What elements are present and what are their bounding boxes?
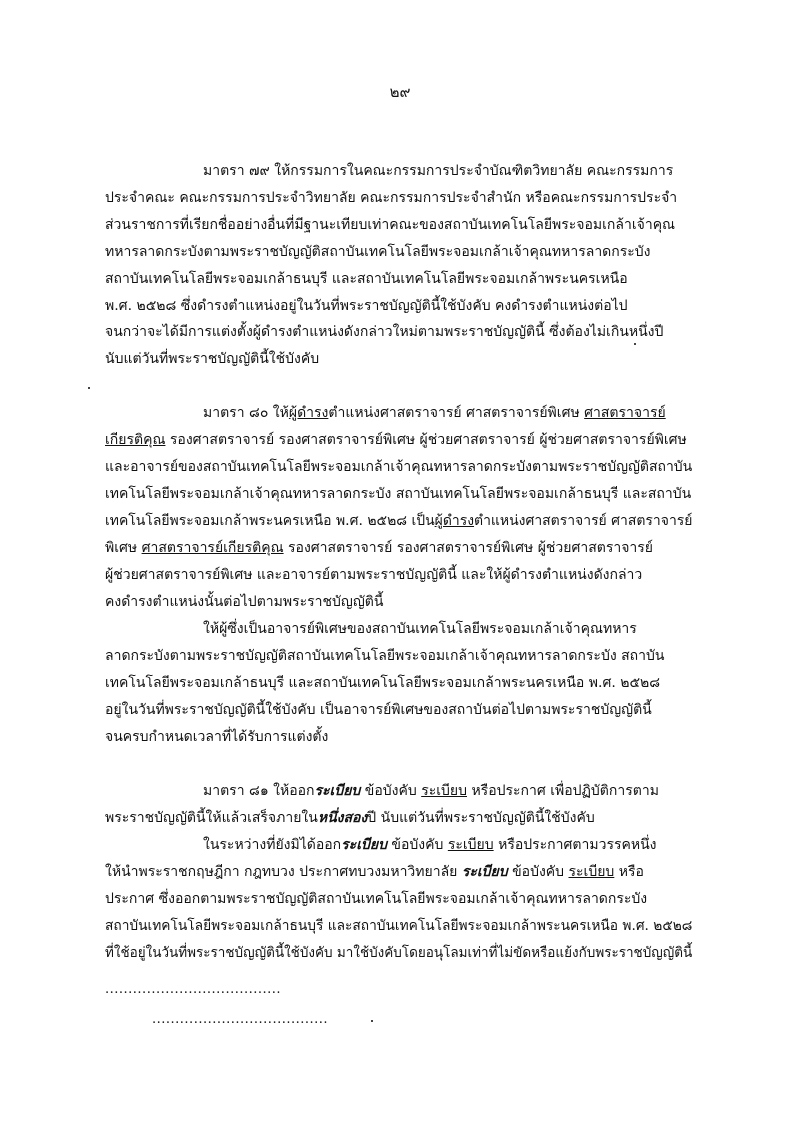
text-line (105, 889, 647, 909)
text-line (105, 673, 660, 693)
underlined-text: ศาสตราจารย์ (584, 405, 666, 421)
underlined-text: ศาสตราจารย์เกียรติคุณ (141, 540, 284, 556)
text-line (105, 242, 651, 262)
text-segment: หรือประกาศตามวรรคหนึ่ง (493, 837, 657, 853)
text-segment: ประกาศ ซึ่งออกตามพระราชบัญญัติสถาบันเทคโนโลยีพระจอมเกล้าเจ้าคุณทหารลาดกระบัง (105, 891, 648, 907)
text-segment: เทคโนโลยีพระจอมเกล้าธนบุรี และสถาบันเทคโนโลยีพระจอมเกล้าพระนครเหนือ พ.ศ. ๒๕๒๘ (105, 675, 661, 691)
text-segment: ประจำคณะ คณะกรรมการประจำวิทยาลัย คณะกรรมการประจำสำนัก หรือคณะกรรมการประจำ (105, 190, 678, 206)
text-line (203, 161, 673, 181)
text-line (105, 943, 692, 963)
text-segment: รองศาสตราจารย์ รองศาสตราจารย์พิเศษ ผู้ช่วยศาสตราจารย์ (283, 540, 654, 556)
scan-speck (634, 343, 636, 345)
text-segment: อยู่ในวันที่พระราชบัญญัตินี้ใช้บังคับ เป็นอาจารย์พิเศษของสถาบันต่อไปตามพระราชบัญญัตินี้ (105, 702, 652, 718)
text-segment: ให้ผู้ซึ่งเป็นอาจารย์พิเศษของสถาบันเทคโนโลยีพระจอมเกล้าเจ้าคุณทหาร (203, 621, 637, 637)
text-line (105, 700, 652, 720)
text-segment: ข้อบังคับ (386, 837, 448, 853)
text-segment: สถาบันเทคโนโลยีพระจอมเกล้าธนบุรี และสถาบันเทคโนโลยีพระจอมเกล้าพระนครเหนือ (105, 271, 628, 287)
emphasized-text: ระเบียบ (461, 864, 508, 880)
text-segment: ให้นำพระราชกฤษฎีกา กฎทบวง ประกาศทบวงมหาวิทยาลัย (105, 864, 462, 880)
text-segment: มาตรา ๗๙ ให้กรรมการในคณะกรรมการประจำบัณฑิตวิทยาลัย คณะกรรมการ (203, 163, 674, 179)
text-segment: ตำแหน่งศาสตราจารย์ ศาสตราจารย์ (474, 513, 693, 529)
underlined-text: ผู้ดำรง (434, 513, 475, 529)
text-segment: รองศาสตราจารย์ รองศาสตราจารย์พิเศษ ผู้ช่วยศาสตราจารย์ ผู้ช่วยศาสตราจารย์พิเศษ (165, 432, 687, 448)
text-segment: สถาบันเทคโนโลยีพระจอมเกล้าธนบุรี และสถาบันเทคโนโลยีพระจอมเกล้าพระนครเหนือ พ.ศ. ๒๕๒๘ (105, 918, 693, 934)
underlined-text: ระเบียบ (447, 837, 494, 853)
text-segment: และอาจารย์ของสถาบันเทคโนโลยีพระจอมเกล้าเจ้าคุณทหารลาดกระบังตามพระราชบัญญัติสถาบัน (105, 459, 693, 475)
underlined-text: ระเบียบ (421, 783, 467, 799)
text-segment: ปี นับแต่วันที่พระราชบัญญัตินี้ใช้บังคับ (367, 810, 595, 826)
text-line (105, 457, 692, 477)
text-segment: มาตรา ๘๐ ให้ (203, 405, 289, 421)
text-segment: จนกว่าจะได้มีการแต่งตั้งผู้ดำรงตำแหน่งดังกล่าวใหม่ตามพระราชบัญญัตินี้ ซึ่งต้องไม่เกินหนึ่งปี (105, 324, 664, 340)
text-segment: ผู้ช่วยศาสตราจารย์พิเศษ และอาจารย์ตามพระราชบัญญัตินี้ และให้ผู้ดำรงตำแหน่งดังกล่าว (105, 567, 643, 583)
text-line (105, 808, 595, 828)
text-segment: เทคโนโลยีพระจอมเกล้าพระนครเหนือ พ.ศ. ๒๕๒๘ เป็น (105, 513, 435, 529)
underlined-text: เกียรติคุณ (105, 432, 166, 448)
emphasized-text: ระเบียบ (341, 837, 387, 853)
text-line (105, 646, 664, 666)
signature-line-2: ...................................... (152, 1012, 329, 1027)
text-line (105, 322, 663, 342)
underlined-text: ระเบียบ (568, 864, 615, 880)
text-segment: ลาดกระบังตามพระราชบัญญัติสถาบันเทคโนโลยีพระจอมเกล้าเจ้าคุณทหารลาดกระบัง สถาบัน (105, 648, 665, 664)
text-line (105, 916, 692, 936)
text-line (203, 835, 656, 855)
text-line (105, 511, 692, 531)
text-segment: จนครบกำหนดเวลาที่ได้รับการแต่งตั้ง (105, 729, 329, 745)
text-segment: คงดำรงตำแหน่งนั้นต่อไปตามพระราชบัญญัตินี้ (105, 594, 384, 610)
signature-line-1: ...................................... (105, 982, 282, 997)
text-segment: พ.ศ. ๒๕๒๘ ซึ่งดำรงตำแหน่งอยู่ในวันที่พระราชบัญญัตินี้ใช้บังคับ คงดำรงตำแหน่งต่อไป (105, 298, 628, 314)
text-line (105, 565, 642, 585)
text-line (105, 430, 687, 450)
text-segment: มาตรา ๘๑ ให้ออก (203, 783, 315, 799)
text-line (105, 862, 644, 882)
text-segment: ทหารลาดกระบังตามพระราชบัญญัติสถาบันเทคโนโลยีพระจอมเกล้าเจ้าคุณทหารลาดกระบัง (105, 244, 651, 260)
text-segment: ส่วนราชการที่เรียกชื่ออย่างอื่นที่มีฐานะเทียบเท่าคณะของสถาบันเทคโนโลยีพระจอมเกล้าเจ้าคุณ (105, 217, 676, 233)
text-segment: พิเศษ (105, 540, 142, 556)
text-line (105, 269, 628, 289)
text-line (203, 781, 659, 801)
emphasized-text: หนึ่งสอง (317, 810, 368, 826)
text-line (105, 215, 675, 235)
text-segment: หรือ (614, 864, 644, 880)
text-segment: นับแต่วันที่พระราชบัญญัตินี้ใช้บังคับ (105, 351, 320, 367)
text-segment: ในระหว่างที่ยังมิได้ออก (203, 837, 342, 853)
underlined-text: ผู้ดำรง (288, 405, 329, 421)
emphasized-text: ระเบียบ (314, 783, 361, 799)
text-line (105, 296, 628, 316)
text-segment: ข้อบังคับ (360, 783, 422, 799)
scan-speck (88, 387, 90, 389)
text-line (105, 188, 677, 208)
text-segment: ที่ใช้อยู่ในวันที่พระราชบัญญัตินี้ใช้บังคับ มาใช้บังคับโดยอนุโลมเท่าที่ไม่ขัดหรือแย้งกับพระราชบัญญัตินี้ (105, 945, 693, 961)
text-line (105, 484, 691, 504)
text-line (105, 349, 319, 369)
scan-speck (371, 1020, 373, 1022)
text-segment: หรือประกาศ เพื่อปฏิบัติการตาม (467, 783, 659, 799)
text-segment: เทคโนโลยีพระจอมเกล้าเจ้าคุณทหารลาดกระบัง สถาบันเทคโนโลยีพระจอมเกล้าธนบุรี และสถาบัน (105, 486, 692, 502)
text-line (105, 538, 653, 558)
text-line (105, 592, 383, 612)
text-segment: พระราชบัญญัตินี้ให้แล้วเสร็จภายใน (105, 810, 318, 826)
text-line (203, 619, 637, 639)
text-line (105, 727, 328, 747)
text-segment: ตำแหน่งศาสตราจารย์ ศาสตราจารย์พิเศษ (328, 405, 585, 421)
text-line (203, 403, 666, 423)
page-number: ๒๙ (389, 83, 411, 101)
text-segment: ข้อบังคับ (507, 864, 569, 880)
